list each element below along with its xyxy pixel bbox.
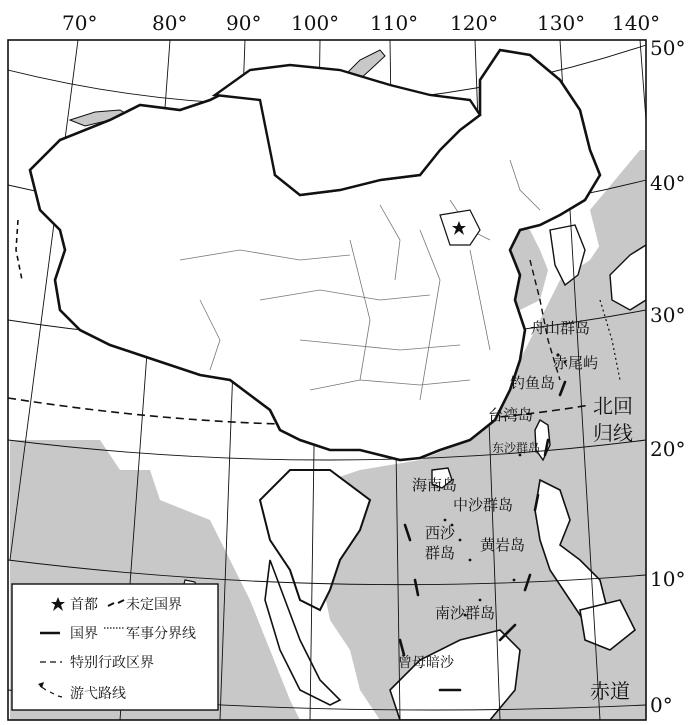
latitude-labels (650, 36, 685, 717)
label-taiwan: 台湾岛 (488, 406, 534, 424)
lon-label-80: 80° (152, 11, 188, 35)
label-zengmu: 曾母暗沙 (398, 655, 454, 671)
label-zhoushan: 舟山群岛 (530, 319, 591, 337)
label-xisha-line1: 西沙 (425, 524, 456, 542)
lat-label-40: 40° (650, 171, 686, 195)
longitude-labels (62, 11, 660, 35)
lat-label-20: 20° (650, 437, 686, 461)
legend-capital-label: 首都 (70, 597, 98, 613)
legend-military-label: 军事分界线 (126, 626, 196, 642)
legend-border-label: 国界 (70, 626, 98, 642)
label-equator: 赤道 (590, 679, 630, 703)
lon-label-100: 100° (291, 11, 340, 35)
label-chiwei: 赤尾屿 (553, 354, 599, 372)
lon-label-120: 120° (450, 11, 499, 35)
label-dongsha: 东沙群岛 (492, 441, 541, 455)
legend-undetermined-label: 未定国界 (126, 597, 182, 613)
lon-label-130: 130° (537, 11, 586, 35)
lat-label-0: 0° (650, 693, 673, 717)
label-zhongsha: 中沙群岛 (453, 496, 514, 514)
label-huangyan: 黄岩岛 (480, 536, 526, 554)
label-diaoyu: 钓鱼岛 (510, 374, 556, 392)
lon-label-90: 90° (226, 11, 262, 35)
label-tropic-line2: 归线 (593, 421, 633, 445)
lon-label-70: 70° (62, 11, 98, 35)
legend (12, 584, 218, 710)
lon-label-140: 140° (612, 11, 661, 35)
label-tropic-line1: 北回 (593, 394, 633, 418)
legend-special-label: 特别行政区界 (70, 655, 154, 671)
lat-label-50: 50° (650, 36, 686, 60)
lat-label-30: 30° (650, 303, 686, 327)
lon-label-110: 110° (370, 11, 419, 35)
label-hainan: 海南岛 (412, 476, 458, 494)
label-nansha: 南沙群岛 (435, 604, 496, 622)
label-xisha-line2: 群岛 (425, 544, 456, 562)
legend-cruise-label: 游弋路线 (70, 686, 126, 702)
lat-label-10: 10° (650, 567, 686, 591)
